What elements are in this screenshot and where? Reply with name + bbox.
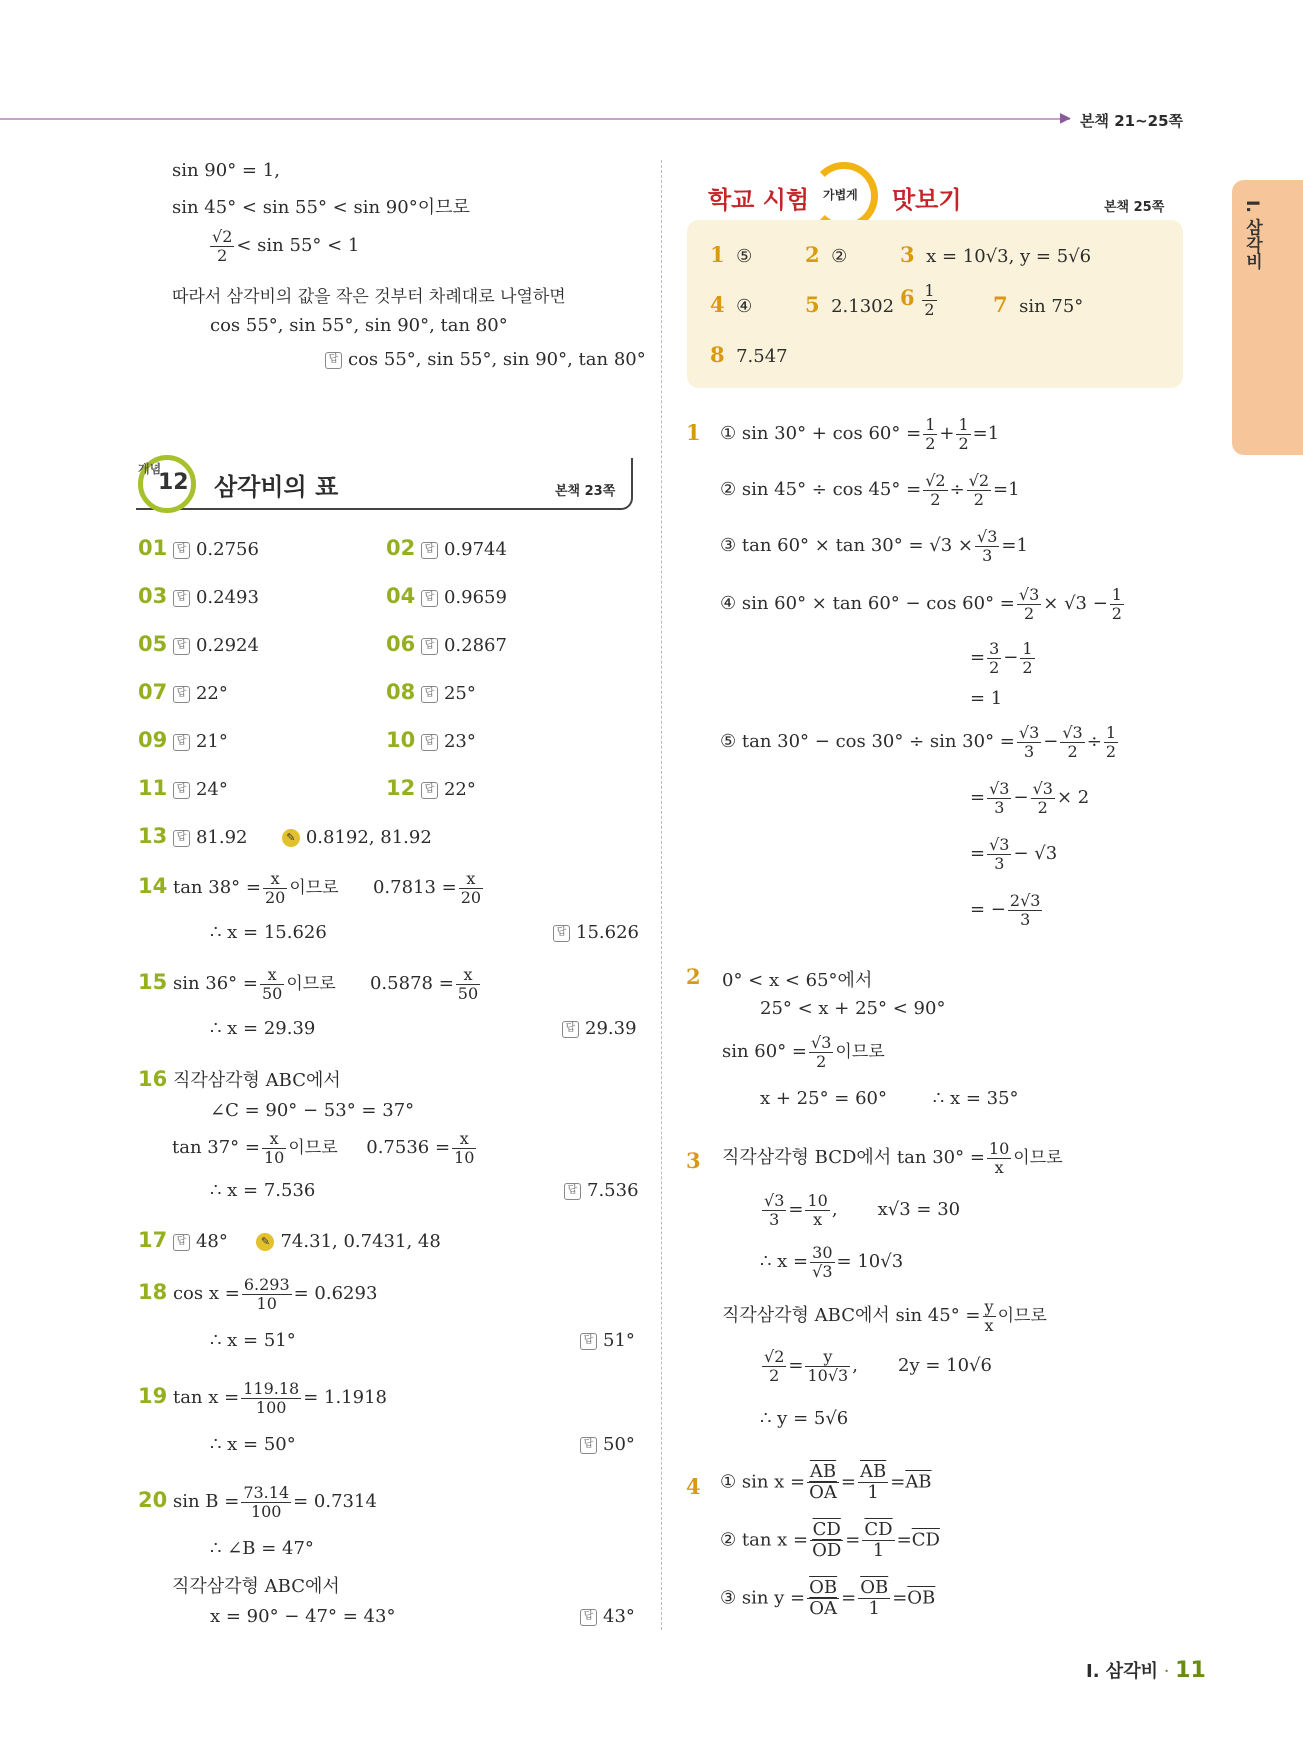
exam-answer-7: 7 sin 75°	[993, 292, 1084, 317]
q1-row-3: ③ tan 60° × tan 30° = √3 × $\frac{√3}{3}$ =1	[720, 527, 1028, 565]
problem-14-answer: 답 15.626	[553, 922, 639, 943]
answer-05: 05 답 0.2924	[138, 632, 259, 656]
exam-answer-5: 5 2.1302	[805, 292, 895, 317]
q4-row-1: ① sin x = $\frac{\overline{AB}}{OA}$ = $\frac{\overline{AB}}{1}$ $=\overline{AB}$	[720, 1461, 932, 1503]
left-top-answer: 답 cos 55°, sin 55°, sin 90°, tan 80°	[325, 349, 646, 370]
problem-20-line-4: x = 90° − 47° = 43°	[210, 1606, 396, 1627]
problem-20: 20 sin B = $\frac{73.14}{100}$ = 0.7314	[138, 1483, 377, 1521]
q2-line-2: 25° < x + 25° < 90°	[760, 998, 946, 1019]
problem-18-answer: 답 51°	[580, 1330, 635, 1351]
q1-row-4-step: = $\frac{3}{2}$ − $\frac{1}{2}$	[970, 639, 1033, 677]
concept-page-ref: 본책 23쪽	[555, 484, 616, 499]
answer-17: 17 답 48° ✎ 74.31, 0.7431, 48	[138, 1228, 441, 1252]
problem-16-line-3: tan 37° = $\frac{x}{10}$ 이므로 0.7536 = $\frac{x}{10}$	[172, 1129, 475, 1167]
answer-13: 13 답 81.92 ✎ 0.8192, 81.92	[138, 824, 432, 848]
exam-answer-3: 3 x = 10√3, y = 5√6	[900, 242, 1092, 267]
exam-page-ref: 본책 25쪽	[1104, 200, 1165, 215]
answer-10: 10 답 23°	[386, 728, 476, 752]
left-top-line-2: sin 45° < sin 55° < sin 90°이므로	[172, 197, 470, 218]
problem-20-line-3: 직각삼각형 ABC에서	[172, 1576, 340, 1597]
q1-row-5-step-3: = − $\frac{2√3}{3}$	[970, 891, 1041, 929]
q2-line-4: x + 25° = 60° ∴ x = 35°	[760, 1088, 1019, 1109]
left-top-line-3: $\frac{√2}{2}$ < sin 55° < 1	[212, 227, 360, 265]
q4-row-2: ② tan x = $\frac{\overline{CD}}{OD}$ = $\frac{\overline{CD}}{1}$ $=\overline{CD}$	[720, 1519, 940, 1561]
pencil-icon: ✎	[256, 1233, 274, 1251]
pencil-icon: ✎	[282, 829, 300, 847]
problem-19-result: ∴ x = 50°	[210, 1434, 296, 1455]
q1-row-5-step-1: = $\frac{√3}{3}$ − $\frac{√3}{2}$ × 2	[970, 779, 1090, 817]
problem-16: 16 직각삼각형 ABC에서	[138, 1067, 341, 1091]
left-top-line-5: cos 55°, sin 55°, sin 90°, tan 80°	[210, 315, 508, 336]
problem-14-result: ∴ x = 15.626	[210, 922, 327, 943]
q1-row-4: ④ sin 60° × tan 60° − cos 60° = $\frac{√3}{2}$ × √3 − $\frac{1}{2}$	[720, 585, 1122, 623]
exam-answer-4: 4 ④	[710, 292, 753, 317]
answer-02: 02 답 0.9744	[386, 536, 507, 560]
exam-badge-label: 가볍게	[823, 188, 858, 202]
problem-16-result: ∴ x = 7.536	[210, 1180, 316, 1201]
problem-15-result: ∴ x = 29.39	[210, 1018, 316, 1039]
answer-09: 09 답 21°	[138, 728, 228, 752]
q1-row-2: ② sin 45° ÷ cos 45° = $\frac{√2}{2}$ ÷ $\frac{√2}{2}$ =1	[720, 471, 1020, 509]
column-divider	[661, 160, 662, 1630]
q3-line-4: 직각삼각형 ABC에서 sin 45° = $\frac{y}{x}$ 이므로	[722, 1297, 1047, 1335]
chapter-tab-label: I. 삼각비	[1242, 200, 1262, 270]
problem-16-line-2: ∠C = 90° − 53° = 37°	[210, 1100, 415, 1121]
q2-number: 2	[686, 964, 701, 989]
q3-line-3: ∴ x = $\frac{30}{√3}$ = 10√3	[760, 1243, 904, 1281]
concept-label: 개념	[138, 462, 162, 476]
q2-line-1: 0° < x < 65°에서	[722, 970, 873, 991]
answer-08: 08 답 25°	[386, 680, 476, 704]
problem-15-answer: 답 29.39	[562, 1018, 637, 1039]
problem-14: 14 tan 38° = $\frac{x}{20}$ 이므로 0.7813 = $\frac{x}{20}$	[138, 869, 482, 907]
q1-row-5: ⑤ tan 30° − cos 30° ÷ sin 30° = $\frac{√3}{3}$ − $\frac{√3}{2}$ ÷ $\frac{1}{2}$	[720, 723, 1117, 761]
q1-row-1: ① sin 30° + cos 60° = $\frac{1}{2}$ + $\frac{1}{2}$ =1	[720, 415, 1000, 453]
q3-line-5: $\frac{√2}{2}$ = $\frac{y}{10√3}$ , 2y = 10√6	[764, 1347, 992, 1385]
chevron-right-icon: ▶	[1060, 110, 1071, 126]
exam-answer-6: 6 $\frac{1}{2}$	[900, 281, 935, 319]
q1-row-4-result: = 1	[970, 688, 1003, 709]
header-rule	[0, 118, 1070, 120]
q1-number: 1	[686, 420, 701, 445]
answer-12: 12 답 22°	[386, 776, 476, 800]
problem-18-result: ∴ x = 51°	[210, 1330, 296, 1351]
exam-title-2: 맛보기	[892, 186, 962, 214]
exam-answer-1: 1 ⑤	[710, 242, 753, 267]
answer-06: 06 답 0.2867	[386, 632, 507, 656]
exam-title-1: 학교 시험	[708, 186, 810, 214]
left-top-line-4: 따라서 삼각비의 값을 작은 것부터 차례대로 나열하면	[172, 287, 566, 307]
header-page-ref: 본책 21~25쪽	[1080, 112, 1184, 130]
answer-01: 01 답 0.2756	[138, 536, 259, 560]
page-footer: I. 삼각비 · 11	[1086, 1658, 1206, 1683]
q3-line-1: 직각삼각형 BCD에서 tan 30° = $\frac{10}{x}$ 이므로	[722, 1139, 1063, 1177]
problem-20-result: ∴ ∠B = 47°	[210, 1538, 314, 1559]
problem-18: 18 cos x = $\frac{6.293}{10}$ = 0.6293	[138, 1275, 378, 1313]
problem-20-answer: 답 43°	[580, 1606, 635, 1627]
answer-04: 04 답 0.9659	[386, 584, 507, 608]
problem-15: 15 sin 36° = $\frac{x}{50}$ 이므로 0.5878 = $\frac{x}{50}$	[138, 965, 479, 1003]
answer-11: 11 답 24°	[138, 776, 228, 800]
answer-03: 03 답 0.2493	[138, 584, 259, 608]
exam-answer-8: 8 7.547	[710, 342, 788, 367]
answer-07: 07 답 22°	[138, 680, 228, 704]
concept-number: 12	[158, 470, 189, 495]
problem-19: 19 tan x = $\frac{119.18}{100}$ = 1.1918	[138, 1379, 387, 1417]
left-top-line-1: sin 90° = 1,	[172, 160, 280, 181]
q3-line-2: $\frac{√3}{3}$ = $\frac{10}{x}$ , x√3 = 30	[764, 1191, 961, 1229]
concept-title: 삼각비의 표	[214, 473, 339, 501]
q3-line-6: ∴ y = 5√6	[760, 1408, 849, 1429]
q3-number: 3	[686, 1148, 701, 1173]
problem-19-answer: 답 50°	[580, 1434, 635, 1455]
exam-answer-2: 2 ②	[805, 242, 848, 267]
q1-row-5-step-2: = $\frac{√3}{3}$ − √3	[970, 835, 1058, 873]
answer-icon: 답	[325, 352, 342, 369]
q4-number: 4	[686, 1474, 701, 1499]
q2-line-3: sin 60° = $\frac{√3}{2}$ 이므로	[722, 1033, 885, 1071]
problem-16-answer: 답 7.536	[564, 1180, 639, 1201]
q4-row-3: ③ sin y = $\frac{\overline{OB}}{OA}$ = $\frac{\overline{OB}}{1}$ $=\overline{OB}$	[720, 1577, 936, 1619]
